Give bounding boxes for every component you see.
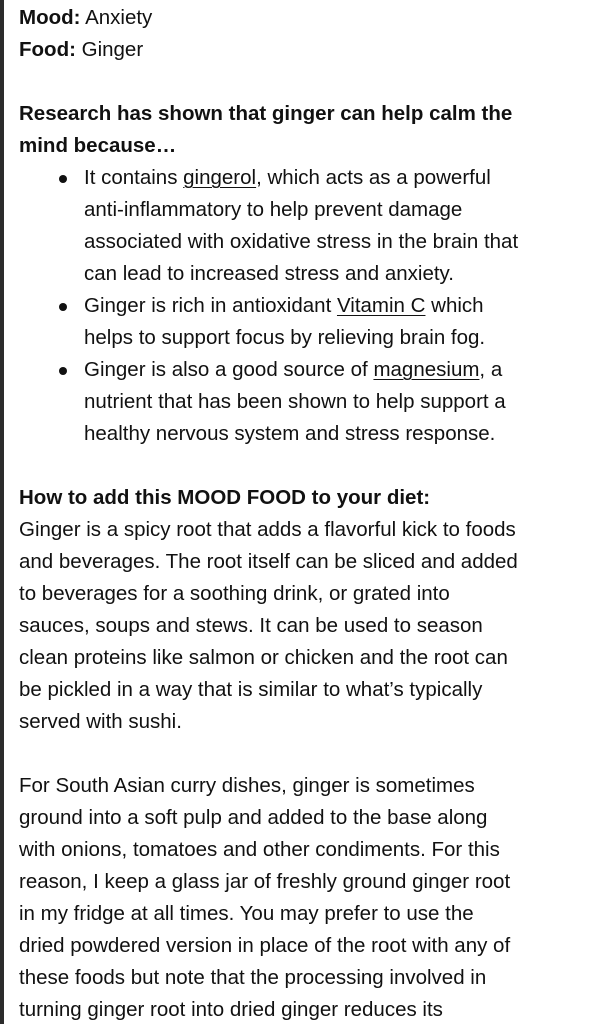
how-to-paragraph-1 [19,514,587,738]
paragraph-line: Ginger is a spicy root that adds a flavorful kick to foods [19,518,516,541]
food-label: Food: [19,38,76,61]
food-value: Ginger [81,38,144,61]
paragraph-line: these foods but note that the processing involved in [19,966,487,989]
mood-label: Mood: [19,6,81,29]
vitamin-c-link[interactable]: Vitamin C [336,294,426,317]
magnesium-link[interactable]: magnesium [373,358,480,381]
mood-value: Anxiety [85,6,153,29]
bullet-text: , which acts as a powerful [256,166,491,189]
bullet-text: Ginger is also a good source of [84,358,374,381]
paragraph-line: and beverages. The root itself can be sliced and added [19,550,518,573]
paragraph-line: turning ginger root into dried ginger reduces its [19,998,443,1021]
bullet-text: which [425,294,484,317]
paragraph-line: to beverages for a soothing drink, or grated into [19,582,450,605]
paragraph-line: ground into a soft pulp and added to the base along [19,806,488,829]
spacer [19,66,587,98]
how-to-paragraph-2 [19,770,587,1024]
bullet-line: associated with oxidative stress in the brain that [84,230,519,253]
paragraph-line: with onions, tomatoes and other condiments. For this [19,838,500,861]
paragraph-line: reason, I keep a glass jar of freshly ground ginger root [19,870,511,893]
how-to-heading: How to add this MOOD FOOD to your diet: [19,486,431,509]
bullet-line [84,162,587,194]
bullet-text: Ginger is rich in antioxidant [84,294,337,317]
paragraph-line: be pickled in a way that is similar to what’s typically [19,678,483,701]
bullet-text: , a [479,358,503,381]
list-item-gingerol [19,162,587,290]
research-heading: Research has shown that ginger can help calm the [19,102,513,125]
paragraph-line: served with sushi. [19,710,182,733]
bullet-icon [59,303,67,311]
list-item-vitamin-c [19,290,587,354]
bullet-line: helps to support focus by relieving brain fog. [84,326,486,349]
paragraph-line: For South Asian curry dishes, ginger is sometimes [19,774,475,797]
bullet-line [84,290,587,322]
bullet-line: anti-inflammatory to help prevent damage [84,198,463,221]
bullet-line: can lead to increased stress and anxiety. [84,262,454,285]
paragraph-line: sauces, soups and stews. It can be used to season [19,614,483,637]
bullet-icon [59,367,67,375]
research-bullet-list [19,162,587,450]
bullet-icon [59,175,67,183]
bullet-line: healthy nervous system and stress response. [84,422,496,445]
paragraph-line: in my fridge at all times. You may prefer to use the [19,902,474,925]
article-content [19,2,587,1024]
left-border-divider [0,0,4,1024]
mood-line [19,2,587,34]
bullet-line: nutrient that has been shown to help support a [84,390,506,413]
spacer [19,738,587,770]
spacer [19,450,587,482]
paragraph-line: dried powdered version in place of the root with any of [19,934,511,957]
bullet-line [84,354,587,386]
paragraph-line: clean proteins like salmon or chicken and the root can [19,646,508,669]
research-heading-cont: mind because… [19,134,177,157]
list-item-magnesium [19,354,587,450]
food-line [19,34,587,66]
bullet-text: It contains [84,166,184,189]
gingerol-link[interactable]: gingerol [183,166,257,189]
